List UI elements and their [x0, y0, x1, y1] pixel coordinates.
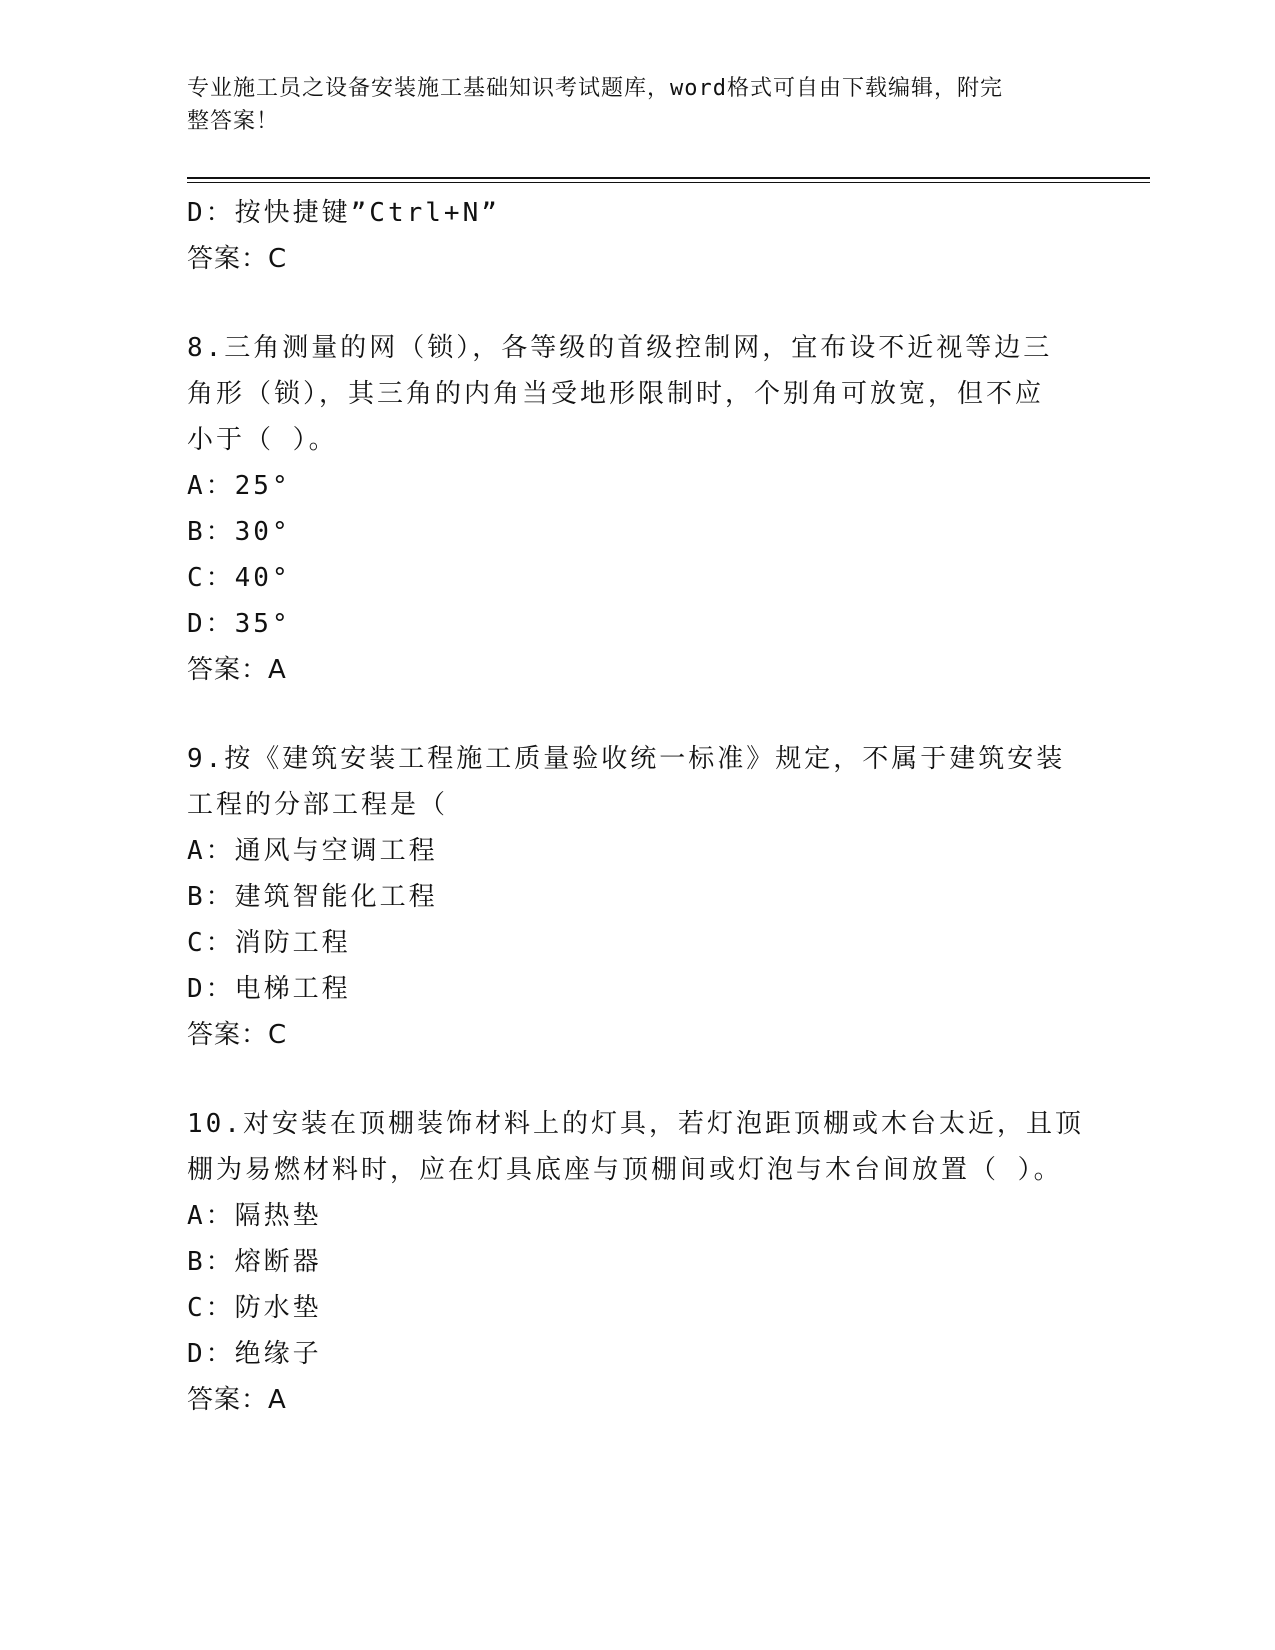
question-text-line: 工程的分部工程是（ [187, 790, 449, 820]
header-line-2: 整答案！ [187, 109, 280, 134]
prev-answer: 答案：C [187, 244, 288, 274]
question-8 [187, 325, 1087, 693]
question-text-line: 9.按《建筑安装工程施工质量验收统一标准》规定，不属于建筑安装 [187, 744, 1066, 774]
answer: 答案：A [187, 1385, 287, 1415]
option-d: D：35° [187, 609, 291, 639]
question-text-line: 10.对安装在顶棚装饰材料上的灯具，若灯泡距顶棚或木台太近，且顶 [187, 1109, 1084, 1139]
option-b: B：建筑智能化工程 [187, 882, 438, 912]
answer: 答案：C [187, 1020, 288, 1050]
option-a: A：通风与空调工程 [187, 836, 438, 866]
question-10 [187, 1101, 1087, 1423]
option-b: B：熔断器 [187, 1247, 322, 1277]
prev-option-d: D：按快捷键”Ctrl+N” [187, 198, 500, 228]
document-header [187, 72, 1087, 138]
spacer [187, 1058, 1087, 1101]
question-text-line: 棚为易燃材料时，应在灯具底座与顶棚间或灯泡与木台间放置（ ）。 [187, 1155, 1063, 1185]
option-d: D：绝缘子 [187, 1339, 322, 1369]
spacer [187, 282, 1087, 325]
question-9 [187, 736, 1087, 1058]
spacer [187, 693, 1087, 736]
question-text-line: 8.三角测量的网（锁），各等级的首级控制网，宜布设不近视等边三 [187, 333, 1053, 363]
header-rule-thin [187, 182, 1150, 183]
option-b: B：30° [187, 517, 291, 547]
option-a: A：25° [187, 471, 291, 501]
document-body [187, 190, 1087, 1423]
header-line-1: 专业施工员之设备安装施工基础知识考试题库，word格式可自由下载编辑，附完 [187, 76, 1003, 101]
option-a: A：隔热垫 [187, 1201, 322, 1231]
question-text-line: 角形（锁），其三角的内角当受地形限制时，个别角可放宽，但不应 [187, 379, 1045, 409]
option-c: C：消防工程 [187, 928, 351, 958]
option-c: C：40° [187, 563, 291, 593]
question-text-line: 小于（ ）。 [187, 425, 338, 455]
option-d: D：电梯工程 [187, 974, 351, 1004]
answer: 答案：A [187, 655, 287, 685]
option-c: C：防水垫 [187, 1293, 322, 1323]
header-rule-thick [187, 177, 1150, 179]
